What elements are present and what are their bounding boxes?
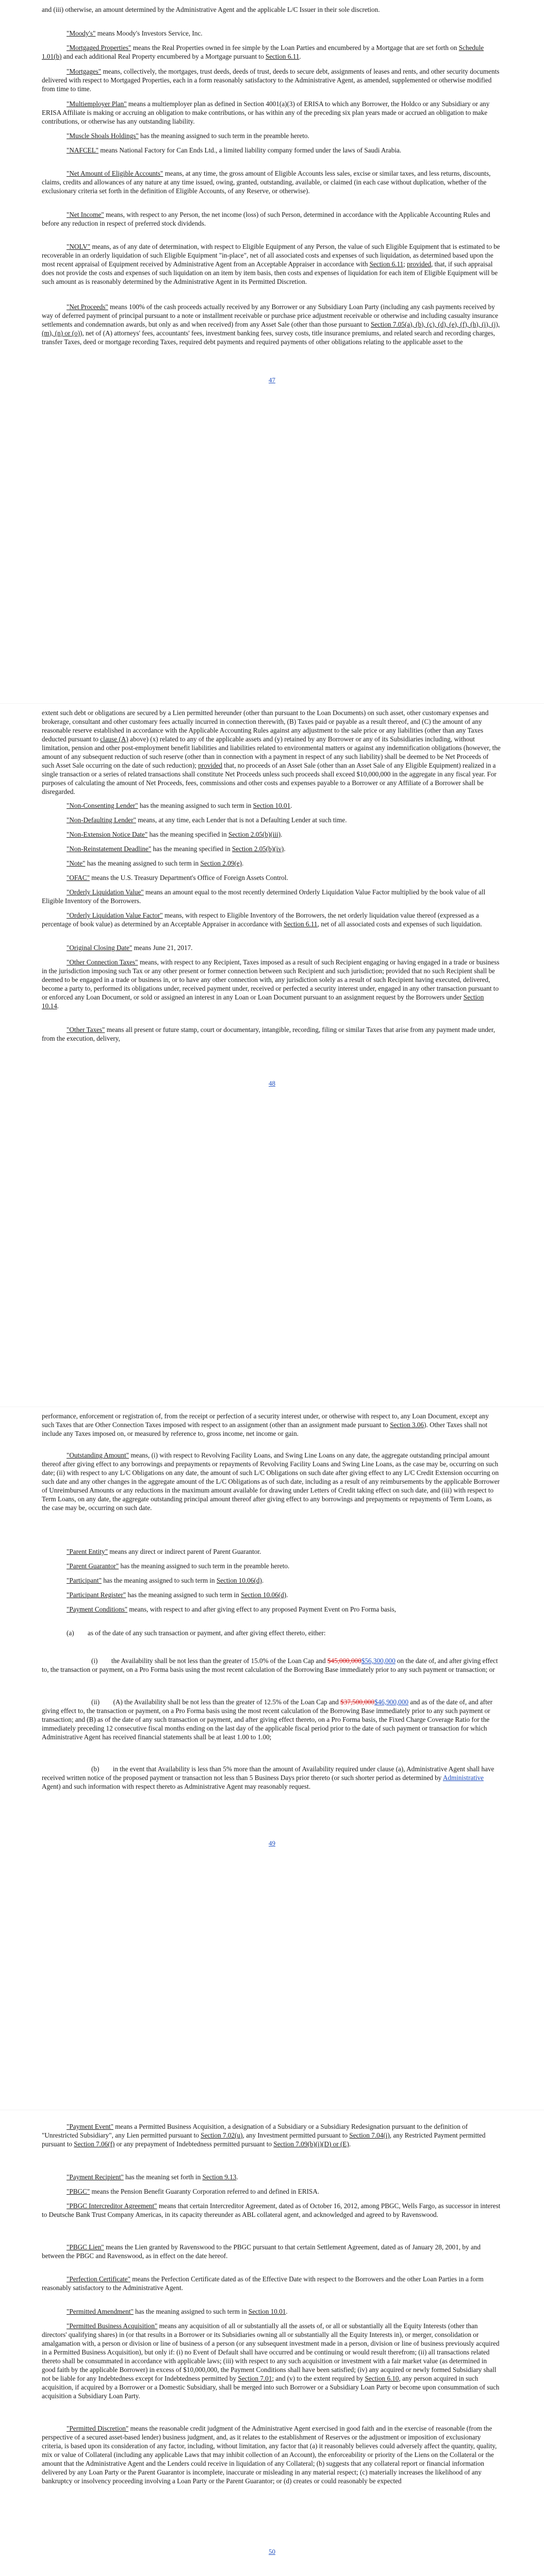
defined-term: "Payment Conditions" — [67, 1605, 128, 1613]
defined-term: "Mortgages" — [67, 67, 102, 75]
definition-non-reinstatement-deadline: "Non-Reinstatement Deadline" has the meaning specified in Section 2.05(b)(iv). — [67, 845, 286, 853]
cross-reference: Section 10.06(d) — [241, 1591, 287, 1599]
defined-term: "Note" — [67, 859, 86, 867]
paragraph-continuation: and (iii) otherwise, an amount determined by the Administrative Agent and the applicable L/C Issuer in their sole discretion. — [42, 6, 380, 13]
defined-term: "Other Taxes" — [67, 1026, 105, 1033]
deleted-text: $37,500,000 — [340, 1698, 375, 1706]
defined-term: "PBGC Lien" — [67, 2243, 104, 2251]
definition-nolv: "NOLV" means, as of any date of determination, with respect to Eligible Equipment of any Person, the value of such Eligible Equipment that is estimated to be recoverable in an orderly liquidation of such Eligible Equipment "in-place", net of all associated costs and expenses of such liquidation, as determined based upon the most recent appraisal of Equipment received by Administrative Agent from an Acceptable Appraiser in accordance with Section 6.11; provided, that, if such appraisal does not provide the costs and expenses of such liquidation on an item by item basis, then costs and expenses of liquidation for each item of Eligible Equipment will be such amount as is reasonably determined by the Administrative Agent in its Permitted Discretion. — [42, 243, 500, 285]
defined-term: "Net Income" — [67, 211, 104, 218]
cross-reference: Section 2.09(e) — [200, 859, 242, 867]
cross-reference: Section 7.04(i) — [349, 2131, 390, 2139]
inserted-text: Administrative — [442, 1774, 484, 1782]
paragraph-continuation: extent such debt or obligations are secured by a Lien permitted hereunder (other than pursuant to the Loan Documents) on such asset, other customary expenses and brokerage, consultant and other customary fees actually incurred in connection therewith, (B) Taxes paid or payable as a result thereof, and (C) the amount of any reasonable reserve established in accordance with the Applicable Accounting Rules against any adjustment to the sale price or any liabilities (other than any Taxes deducted pursuant to clause (A) above) (x) related to any of the applicable assets and (y) retained by any Borrower or any of its Subsidiaries including, without limitation, pension and other post-employment benefit liabilities and liabilities related to environmental matters or against any indemnification obligations (however, the amount of any subsequent reduction of such reserve (other than in connection with a payment in respect of any such liability) shall be deemed to be Net Proceeds of such Asset Sale occurring on the date of such reduction); provided that, no proceeds of an Asset Sale (other than an Asset Sale of any Eligible Equipment) realized in a single transaction or a series of related transactions shall constitute Net Proceeds unless such proceeds shall exceed $10,000,000 in the aggregate in any fiscal year. For purposes of calculating the amount of Net Proceeds, fees, commissions and other costs and expenses payable to a Borrower or any Affiliate of a Borrower shall be disregarded. — [42, 709, 501, 795]
defined-term: "Other Connection Taxes" — [67, 958, 138, 966]
definition-payment-conditions: "Payment Conditions" means, with respect to and after giving effect to any proposed Payment Event on Pro Forma basis, — [67, 1605, 397, 1613]
definition-parent-entity: "Parent Entity" means any direct or indirect parent of Parent Guarantor. — [67, 1548, 261, 1555]
definition-note: "Note" has the meaning assigned to such term in Section 2.09(e). — [67, 859, 244, 867]
defined-term: "Permitted Business Acquisition" — [67, 2322, 158, 2330]
defined-term: "Original Closing Date" — [67, 944, 133, 952]
defined-term: "Muscle Shoals Holdings" — [67, 132, 139, 140]
defined-term: "Multiemployer Plan" — [67, 100, 127, 108]
defined-term: "Permitted Discretion" — [67, 2425, 129, 2432]
definition-non-consenting-lender: "Non-Consenting Lender" has the meaning assigned to such term in Section 10.01. — [67, 802, 292, 809]
payment-conditions-clause-a: (a) as of the date of any such transaction or payment, and after giving effect thereto, either: — [67, 1629, 326, 1637]
cross-reference: Section 3.06 — [390, 1421, 424, 1429]
page-49 — [0, 1406, 544, 2110]
cross-reference: Section 7.05(a), (b), (c), (d), (e), (f), (h), (i), (j), (m), (n) or (o) — [42, 320, 500, 337]
page-number[interactable]: 50 — [269, 2548, 275, 2555]
paragraph-continuation: performance, enforcement or registration of, from the receipt or perfection of a security interest under, or otherwise with respect to, any Loan Document, except any such Taxes that are Other Connection Taxes imposed with respect to an assignment (other than an assignment made pursuant to Section 3.06). Other Taxes shall not include any Taxes imposed on, or measured by reference to, gross income, net income or gain. — [42, 1412, 489, 1437]
definition-original-closing-date: "Original Closing Date" means June 21, 2017. — [67, 944, 193, 952]
defined-term: "Parent Guarantor" — [67, 1562, 119, 1570]
definition-perfection-certificate: "Perfection Certificate" means the Perfection Certificate dated as of the Effective Date with respect to the Borrowers and the other Loan Parties in a form reasonably satisfactory to the Administrative Agent. — [42, 2275, 484, 2292]
defined-term: "NOLV" — [67, 243, 91, 250]
defined-term: "OFAC" — [67, 874, 90, 882]
definition-payment-event: "Payment Event" means a Permitted Business Acquisition, a designation of a Subsidiary or a Subsidiary Redesignation pursuant to the definition of "Unrestricted Subsidiary", any Lien permitted pursuant to Section 7.02(u), any Investment permitted pursuant to Section 7.04(i), any Restricted Payment permitted pursuant to Section 7.06(f) or any prepayment of Indebtedness permitted pursuant to Section 7.09(b)(i)(D) or (E). — [42, 2123, 486, 2148]
cross-reference: Section 7.02(u) — [201, 2131, 243, 2139]
cross-reference: Section 6.11 — [265, 53, 300, 60]
definition-multiemployer-plan: "Multiemployer Plan" means a multiemployer plan as defined in Section 4001(a)(3) of ERISA to which any Borrower, the Holdco or any Subsidiary or any ERISA Affiliate is making or accruing an obligation to make contributions, or has within any of the preceding six plan years made or accrued an obligation to make contributions, or otherwise has any outstanding liability. — [42, 100, 490, 125]
definition-other-taxes: "Other Taxes" means all present or future stamp, court or documentary, intangible, recording, filing or similar Taxes that arise from any payment made under, from the execution, delivery, — [42, 1026, 496, 1042]
definition-pbgc-lien: "PBGC Lien" means the Lien granted by Ravenswood to the PBGC pursuant to that certain Settlement Agreement, dated as of January 28, 2001, by and between the PBGC and Ravenswood, as in effect on the date hereof. — [42, 2243, 481, 2260]
definition-muscle-shoals: "Muscle Shoals Holdings" has the meaning assigned to such term in the preamble hereto. — [67, 132, 309, 140]
payment-conditions-clause-a-i: (i) the Availability shall be not less than the greater of 15.0% of the Loan Cap and $45,000,000$56,300,000 on the date of, and after giving effect to, the transaction or payment, on a Pro Forma basis using the most recent calculation of the Borrowing Base immediately prior to any such payment or transaction; or — [42, 1657, 498, 1673]
inserted-text: $46,900,000 — [374, 1698, 409, 1706]
definition-participant-register: "Participant Register" has the meaning assigned to such term in Section 10.06(d). — [67, 1591, 288, 1599]
cross-reference: Section 6.11 — [284, 920, 318, 928]
defined-term: "Mortgaged Properties" — [67, 44, 131, 52]
defined-term: "Non-Consenting Lender" — [67, 802, 138, 809]
page-50 — [0, 2110, 544, 2576]
defined-term: "Non-Defaulting Lender" — [67, 816, 136, 824]
cross-reference: Section 10.01 — [253, 802, 291, 809]
page-47 — [0, 0, 544, 703]
definition-orderly-liquidation-value: "Orderly Liquidation Value" means an amount equal to the most recently determined Orderly Liquidation Value Factor multiplied by the book value of all Eligible Inventory of the Borrowers. — [42, 888, 486, 905]
cross-reference: clause (A) — [100, 735, 128, 743]
definition-pbgc-intercreditor: "PBGC Intercreditor Agreement" means that certain Intercreditor Agreement, dated as of October 16, 2012, among PBGC, Wells Fargo, as successor in interest to Deutsche Bank Trust Company Americas, in its capacity thereunder as ABL collateral agent, and acknowledged and agreed to by Ravenswood. — [42, 2202, 501, 2218]
definition-net-proceeds: "Net Proceeds" means 100% of the cash proceeds actually received by any Borrower or any Subsidiary Loan Party (including any cash payments received by way of deferred payment of principal pursuant to a note or installment receivable or purchase price adjustment receivable or otherwise and including casualty insurance settlements and condemnation awards, but only as and when received) from any Asset Sale (other than those pursuant to Section 7.05(a), (b), (c), (d), (e), (f), (h), (i), (j), (m), (n) or (o)), net of (A) attorneys' fees, accountants' fees, investment banking fees, survey costs, title insurance premiums, and related search and recording charges, transfer Taxes, deed or mortgage recording Taxes, required debt payments and required payments of other obligations relating to the applicable asset to the — [42, 303, 500, 346]
definition-moodys: "Moody's" means Moody's Investors Service, Inc. — [67, 29, 203, 37]
defined-term: "NAFCEL" — [67, 146, 99, 154]
cross-reference: Section 7.01 — [238, 2375, 272, 2382]
page-48 — [0, 703, 544, 1406]
defined-term: "Non-Reinstatement Deadline" — [67, 845, 152, 853]
defined-term: "Net Amount of Eligible Accounts" — [67, 170, 163, 177]
cross-reference: Section 2.05(b)(iii) — [228, 831, 281, 838]
definition-permitted-discretion: "Permitted Discretion" means the reasonable credit judgment of the Administrative Agent exercised in good faith and in the exercise of reasonable (from the perspective of a secured asset-based lender) business judgment, and, as it relates to the establishment of Reserves or the adjustment or imposition of exclusionary criteria, is based upon its consideration of any factor, including, without limitation, any factor that (a) it reasonably believes could adversely affect the quantity, quality, mix or value of Collateral (including any applicable Laws that may inhibit collection of an Account), the enforceability or priority of the Liens on the Collateral or the amount that the Administrative Agent and the Lenders could receive in liquidation of any Collateral; (b) suggests that any collateral report or financial information delivered by any Loan Party or the Parent Guarantor is incomplete, inaccurate or misleading in any material respect; (c) materially increases the likelihood of any bankruptcy or insolvency proceeding involving a Loan Party or the Parent Guarantor; or (d) creates or could reasonably be expected — [42, 2425, 497, 2485]
cross-reference: Section 10.01 — [248, 2308, 286, 2315]
payment-conditions-clause-a-ii: (ii) (A) the Availability shall be not less than the greater of 12.5% of the Loan Cap and $37,500,000$46,900,000 and as of the date of, and after giving effect to, the transaction or payment, on a Pro Forma basis using the most recent calculation of the Borrowing Base immediately prior to any such payment or transaction; and (B) as of the date of any such transaction or payment, and after giving effect thereto, on a Pro Forma basis, the Fixed Charge Coverage Ratio for the immediately preceding 12 consecutive fiscal months ending on the last day of the applicable fiscal period prior to the date of such payment or transaction for which Administrative Agent has received financial statements shall be at least 1.00 to 1.00; — [42, 1698, 492, 1741]
definition-permitted-business-acquisition: "Permitted Business Acquisition" means any acquisition of all or substantially all the assets of, or all or substantially all the Equity Interests (other than directors' qualifying shares) in (or that results in a Borrower or its Subsidiaries owning all or substantially all the Equity Interests in), or merger, consolidation or amalgamation with, a person or division or line of business of a person (or any subsequent investment made in a person, division or line of business previously acquired in a Permitted Business Acquisition), but only if: (i) no Event of Default shall have occurred and be continuing or would result therefrom; (ii) all transactions related thereto shall be consummated in accordance with applicable laws; (iii) with respect to any such acquisition or investment with a fair market value (as determined in good faith by the applicable Borrower) in excess of $10,000,000, the Payment Conditions shall have been satisfied; (iv) any acquired or newly formed Subsidiary shall not be liable for any Indebtedness except for Indebtedness permitted by Section 7.01; and (v) to the extent required by Section 6.10, any person acquired in such acquisition, if acquired by a Borrower or a Domestic Subsidiary, shall be merged into such Borrower or a Subsidiary Loan Party or become upon consummation of such acquisition a Subsidiary Loan Party. — [42, 2322, 500, 2400]
defined-term: "Participant" — [67, 1577, 102, 1584]
definition-payment-recipient: "Payment Recipient" has the meaning set forth in Section 9.13. — [67, 2173, 238, 2181]
definition-participant: "Participant" has the meaning assigned to such term in Section 10.06(d). — [67, 1577, 264, 1584]
cross-reference: Section 10.06(d) — [216, 1577, 262, 1584]
defined-term: "Parent Entity" — [67, 1548, 108, 1555]
page-number[interactable]: 47 — [269, 376, 275, 384]
payment-conditions-clause-b: (b) in the event that Availability is less than 5% more than the amount of Availability required under clause (a), Administrative Agent shall have received written notice of the proposed payment or transaction not less than 5 Business Days prior thereto (or such shorter period as determined by Administrative Agent) and such information with respect thereto as Administrative Agent may reasonably request. — [42, 1765, 494, 1790]
defined-term: "Orderly Liquidation Value" — [67, 888, 144, 896]
cross-reference: Section 6.10 — [365, 2375, 399, 2382]
cross-reference: Schedule 1.01(b) — [42, 44, 484, 60]
page-number[interactable]: 49 — [269, 1839, 275, 1847]
definition-net-amount-eligible-accounts: "Net Amount of Eligible Accounts" means, at any time, the gross amount of Eligible Accounts less sales, excise or similar taxes, and less returns, discounts, claims, credits and allowances of any nature at any time issued, owing, granted, outstanding, available, or claimed (in each case without duplication, whether of the exclusionary criteria set forth in the definition of Eligible Accounts, of any Reserve, or otherwise). — [42, 170, 491, 195]
inserted-text: $56,300,000 — [361, 1657, 395, 1665]
definition-olv-factor: "Orderly Liquidation Value Factor" means, with respect to Eligible Inventory of the Borrowers, the net orderly liquidation value thereof (expressed as a percentage of book value) as determined by an Acceptable Appraiser in accordance with Section 6.11, net of all associated costs and expenses of such liquidation. — [42, 911, 482, 928]
defined-term: "Payment Recipient" — [67, 2173, 124, 2181]
defined-term: "Outstanding Amount" — [67, 1451, 129, 1459]
page-number[interactable]: 48 — [269, 1079, 275, 1087]
definition-permitted-amendment: "Permitted Amendment" has the meaning assigned to such term in Section 10.01. — [67, 2308, 288, 2315]
defined-term: "Payment Event" — [67, 2123, 113, 2130]
defined-term: "Permitted Amendment" — [67, 2308, 134, 2315]
definition-outstanding-amount: "Outstanding Amount" means, (i) with respect to Revolving Facility Loans, and Swing Line Loans on any date, the aggregate outstanding principal amount thereof after giving effect to any borrowings and prepayments or repayments of Revolving Facility Loans and Swing Line Loans, as the case may be, occurring on such date; (ii) with respect to any L/C Obligations on any date, the amount of such L/C Obligations on such date after giving effect to any L/C Credit Extension occurring on such date and any other changes in the aggregate amount of the L/C Obligations as of such date, including as a result of any reimbursements by the applicable Borrower of Unreimbursed Amounts or any reductions in the maximum amount available for drawing under Letters of Credit taking effect on such date, and (iii) with respect to Term Loans, on any date, the aggregate outstanding principal amount thereof after giving effect to any borrowings and prepayments or repayments of Term Loans, as the case may be, occurring on such date. — [42, 1451, 500, 1512]
cross-reference: Section 10.14 — [42, 993, 484, 1010]
definition-non-extension-notice-date: "Non-Extension Notice Date" has the meaning specified in Section 2.05(b)(iii). — [67, 831, 283, 838]
cross-reference: Section 2.05(b)(iv) — [232, 845, 284, 853]
cross-reference: Section 7.09(b)(i)(D) or (E) — [273, 2140, 349, 2148]
definition-mortgaged-properties: "Mortgaged Properties" means the Real Properties owned in fee simple by the Loan Parties and encumbered by a Mortgage that are set forth on Schedule 1.01(b) and each additional Real Property encumbered by a Mortgage pursuant to Section 6.11. — [42, 44, 484, 60]
definition-pbgc: "PBGC" means the Pension Benefit Guaranty Corporation referred to and defined in ERISA. — [67, 2188, 320, 2195]
definition-parent-guarantor: "Parent Guarantor" has the meaning assigned to such term in the preamble hereto. — [67, 1562, 290, 1570]
defined-term: "Net Proceeds" — [67, 303, 108, 311]
definition-ofac: "OFAC" means the U.S. Treasury Department's Office of Foreign Assets Control. — [67, 874, 288, 882]
cross-reference: Section 6.11 — [369, 260, 404, 268]
cross-reference: Section 9.13 — [202, 2173, 237, 2181]
defined-term: "Orderly Liquidation Value Factor" — [67, 911, 163, 919]
defined-term: "Moody's" — [67, 29, 96, 37]
defined-term: "PBGC Intercreditor Agreement" — [67, 2202, 157, 2210]
definition-net-income: "Net Income" means, with respect to any Person, the net income (loss) of such Person, determined in accordance with the Applicable Accounting Rules and before any reduction in respect of preferred stock dividends. — [42, 211, 490, 227]
definition-non-defaulting-lender: "Non-Defaulting Lender" means, at any time, each Lender that is not a Defaulting Lender at such time. — [67, 816, 347, 824]
defined-term: "Perfection Certificate" — [67, 2275, 130, 2283]
defined-term: "Non-Extension Notice Date" — [67, 831, 148, 838]
definition-mortgages: "Mortgages" means, collectively, the mortgages, trust deeds, deeds of trust, deeds to secure debt, assignments of leases and rents, and other security documents delivered with respect to Mortgaged Properties, each in a form reasonably satisfactory to the Administrative Agent, as amended, supplemented or otherwise modified from time to time. — [42, 67, 500, 93]
definition-other-connection-taxes: "Other Connection Taxes" means, with respect to any Recipient, Taxes imposed as a result of such Recipient engaging or having engaged in a trade or business in the jurisdiction imposing such Tax or any other present or former connection between such Recipient and such jurisdiction; provided that no such Recipient shall be deemed to be engaged in a trade or business in, or to have any other connection with, any jurisdiction solely as a result of such Recipient having executed, delivered, become a party to, performed its obligations under, received payment under, received or perfected a security interest under, engaged in any other transaction pursuant to or enforced any Loan Document, or sold or assigned an interest in any Loan or Loan Document pursuant to an assignment request by the Borrowers under Section 10.14. — [42, 958, 500, 1010]
defined-term: "Participant Register" — [67, 1591, 126, 1599]
definition-nafcel: "NAFCEL" means National Factory for Can Ends Ltd., a limited liability company formed under the laws of Saudi Arabia. — [67, 146, 402, 154]
defined-term: "PBGC" — [67, 2188, 90, 2195]
cross-reference: Section 7.06(f) — [74, 2140, 115, 2148]
deleted-text: $45,000,000 — [327, 1657, 361, 1665]
